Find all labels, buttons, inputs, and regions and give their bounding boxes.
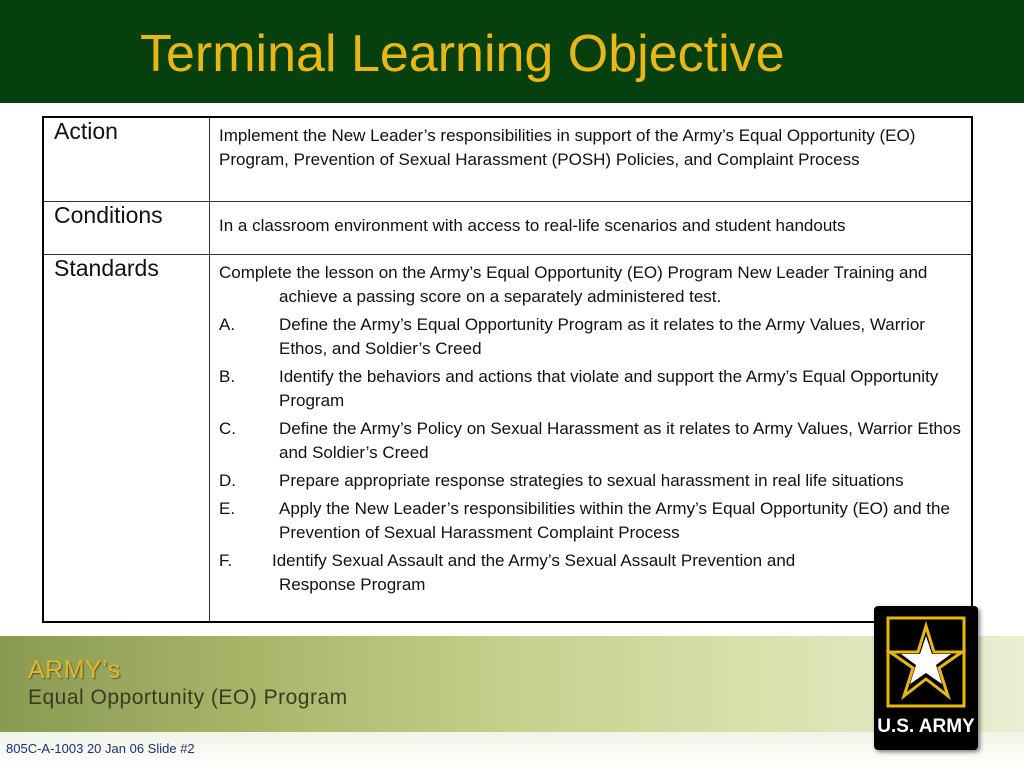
standard-item-b	[219, 365, 963, 413]
standard-text	[272, 549, 963, 597]
standard-letter: B.	[219, 366, 236, 386]
standard-item-c	[219, 417, 963, 465]
standard-item-d	[219, 469, 963, 493]
slide-title: Terminal Learning Objective	[140, 25, 785, 83]
footer-program: Equal Opportunity (EO) Program	[28, 686, 348, 709]
standard-letter: D.	[219, 470, 236, 490]
conditions-row	[43, 201, 972, 254]
standard-text: Define the Army’s Equal Opportunity Program as it relates to the Army Values, Warrior Ethos, and Soldier’s Creed	[279, 314, 925, 358]
standard-item-f	[219, 549, 963, 597]
slide-identifier: 805C-A-1003 20 Jan 06 Slide #2	[6, 741, 195, 756]
standard-text-line1: Identify Sexual Assault and the Army’s Sexual Assault Prevention and	[272, 550, 796, 570]
footer-armys: ARMY’s	[28, 656, 121, 684]
standard-text-line2: Response Program	[279, 574, 426, 594]
standard-letter: A.	[219, 314, 236, 334]
standards-content	[210, 254, 973, 622]
standard-text: Identify the behaviors and actions that violate and support the Army’s Equal Opportunity Program	[279, 366, 939, 410]
title-bar	[0, 0, 1024, 103]
standards-row	[43, 254, 972, 622]
objective-table	[42, 116, 973, 623]
standards-intro: Complete the lesson on the Army’s Equal Opportunity (EO) Program New Leader Training and achieve a passing score on a separately administered test.	[219, 262, 928, 306]
standard-letter: E.	[219, 498, 236, 518]
standard-text: Prepare appropriate response strategies to sexual harassment in real life situations	[279, 470, 904, 490]
standards-label: Standards	[43, 254, 210, 622]
standard-item-a	[219, 313, 963, 361]
standard-letter: C.	[219, 418, 236, 438]
us-army-logo	[874, 606, 978, 750]
footer-band	[0, 636, 1024, 732]
action-label: Action	[43, 117, 210, 201]
standard-text: Define the Army’s Policy on Sexual Harassment as it relates to Army Values, Warrior Ethos and Soldier’s Creed	[279, 418, 961, 462]
conditions-text: In a classroom environment with access to real-life scenarios and student handouts	[210, 201, 973, 254]
logo-text: U.S. ARMY	[877, 716, 975, 737]
standard-letter: F.	[219, 550, 233, 570]
conditions-label: Conditions	[43, 201, 210, 254]
standard-item-e	[219, 497, 963, 545]
action-row	[43, 117, 972, 201]
standard-text: Apply the New Leader’s responsibilities within the Army’s Equal Opportunity (EO) and the Prevention of Sexual Harassment Complaint Process	[279, 498, 950, 542]
army-star-icon	[884, 612, 968, 712]
action-text: Implement the New Leader’s responsibilities in support of the Army’s Equal Opportunity (EO) Program, Prevention of Sexual Harassment (POSH) Policies, and Complaint Process	[210, 117, 973, 201]
